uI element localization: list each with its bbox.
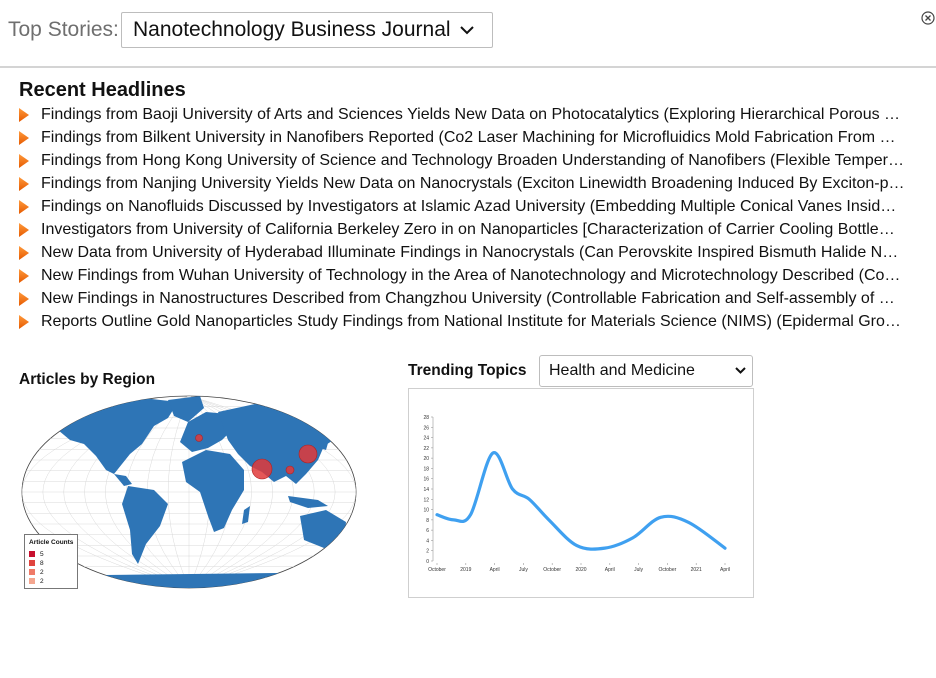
journal-select[interactable]	[121, 12, 493, 48]
x-tick-label: April	[489, 567, 500, 573]
y-tick-label: 28	[423, 415, 429, 421]
headline-link[interactable]: Findings from Nanjing University Yields New Data on Nanocrystals (Exciton Linewidth Broadening Induced By Exciton-p…	[41, 174, 905, 192]
y-tick-label: 0	[426, 559, 429, 565]
orange-arrow-icon	[18, 245, 30, 261]
headline-item[interactable]	[18, 172, 930, 195]
headline-item[interactable]	[18, 310, 930, 333]
y-tick-label: 10	[423, 507, 429, 514]
x-tick-label: October	[658, 567, 677, 573]
article-counts-legend	[24, 534, 78, 589]
headline-item[interactable]	[18, 218, 930, 241]
legend-entry	[29, 568, 44, 576]
headline-link[interactable]: Findings from Baoji University of Arts and Sciences Yields New Data on Photocatalytics (Exploring Hierarchical Porous …	[41, 105, 901, 123]
bubble-southeast-asia	[286, 466, 294, 474]
articles-by-region-title: Articles by Region	[19, 371, 156, 388]
headline-item[interactable]	[18, 287, 930, 310]
legend-swatch	[29, 551, 35, 557]
orange-arrow-icon	[18, 130, 30, 146]
headline-link[interactable]: Investigators from University of California Berkeley Zero in on Nanoparticles [Characterization of Carrier Cooling Bottle…	[41, 220, 895, 238]
headline-link[interactable]: Reports Outline Gold Nanoparticles Study Findings from National Institute for Materials Science (NIMS) (Epidermal Gro…	[41, 312, 901, 330]
legend-value: 5	[40, 550, 44, 558]
headline-link[interactable]: Findings on Nanofluids Discussed by Investigators at Islamic Azad University (Embedding Multiple Conical Vanes Insid…	[41, 197, 897, 215]
x-tick-label: 2019	[460, 567, 472, 573]
legend-swatch	[29, 578, 35, 584]
y-tick-label: 20	[423, 456, 429, 463]
x-tick-label: July	[518, 567, 528, 573]
legend-value: 8	[40, 559, 44, 567]
x-tick-label: 2021	[690, 567, 702, 573]
topic-select-value: Health and Medicine	[549, 362, 695, 379]
headline-list	[18, 103, 930, 333]
headline-item[interactable]	[18, 264, 930, 287]
legend-entry	[29, 559, 44, 567]
headline-link[interactable]: New Data from University of Hyderabad Illuminate Findings in Nanocrystals (Can Perovskite Inspired Bismuth Halide N…	[41, 243, 899, 261]
series-line	[437, 453, 725, 550]
legend-entry	[29, 550, 44, 558]
orange-arrow-icon	[18, 268, 30, 284]
orange-arrow-icon	[18, 176, 30, 192]
orange-arrow-icon	[18, 199, 30, 215]
chevron-down-icon	[735, 367, 746, 374]
orange-arrow-icon	[18, 107, 30, 123]
headline-item[interactable]	[18, 241, 930, 264]
trending-line-chart	[409, 389, 753, 597]
headline-item[interactable]	[18, 103, 930, 126]
trending-topics-title: Trending Topics	[408, 362, 527, 379]
y-tick-label: 8	[426, 517, 429, 524]
x-tick-label: April	[604, 567, 615, 573]
journal-select-value: Nanotechnology Business Journal	[133, 18, 451, 41]
headline-link[interactable]: Findings from Hong Kong University of Science and Technology Broaden Understanding of Nanofibers (Flexible Temper…	[41, 151, 904, 169]
top-stories-label: Top Stories:	[8, 18, 119, 41]
y-tick-label: 16	[423, 476, 429, 483]
y-tick-label: 2	[426, 548, 429, 555]
x-tick-label: April	[719, 567, 731, 573]
legend-title: Article Counts	[29, 539, 74, 546]
x-tick-label: 2020	[575, 567, 587, 573]
y-tick-label: 18	[423, 466, 429, 473]
x-tick-label: October	[428, 567, 446, 573]
bubble-india	[252, 459, 272, 479]
recent-headlines-title: Recent Headlines	[19, 79, 186, 101]
trending-chart-box	[408, 388, 754, 598]
x-tick-label: July	[634, 567, 644, 573]
legend-entry	[29, 577, 44, 585]
headline-item[interactable]	[18, 195, 930, 218]
orange-arrow-icon	[18, 314, 30, 330]
x-tick-label: October	[543, 567, 562, 573]
legend-swatch	[29, 560, 35, 566]
legend-swatch	[29, 569, 35, 575]
y-tick-label: 22	[423, 445, 429, 452]
chevron-down-icon	[460, 26, 474, 35]
y-tick-label: 6	[426, 528, 429, 535]
top-bar	[0, 0, 936, 68]
headline-link[interactable]: New Findings from Wuhan University of Technology in the Area of Nanotechnology and Microtechnology Described (Co…	[41, 266, 901, 284]
new-zealand-shape	[350, 542, 356, 556]
y-tick-label: 24	[423, 435, 429, 442]
headline-item[interactable]	[18, 126, 930, 149]
headline-item[interactable]	[18, 149, 930, 172]
orange-arrow-icon	[18, 153, 30, 169]
y-tick-label: 14	[423, 487, 429, 493]
headline-link[interactable]: New Findings in Nanostructures Described from Changzhou University (Controllable Fabrication and Self-assembly of …	[41, 289, 895, 307]
orange-arrow-icon	[18, 222, 30, 238]
bubble-east-asia	[299, 445, 317, 463]
topic-select[interactable]	[539, 355, 753, 387]
y-tick-label: 26	[423, 425, 429, 432]
bubble-europe	[196, 435, 203, 442]
y-tick-label: 12	[423, 497, 429, 504]
close-icon[interactable]	[921, 11, 935, 25]
legend-value: 2	[40, 577, 44, 585]
headline-link[interactable]: Findings from Bilkent University in Nanofibers Reported (Co2 Laser Machining for Microfluidics Mold Fabrication From …	[41, 128, 896, 146]
legend-value: 2	[40, 568, 44, 576]
orange-arrow-icon	[18, 291, 30, 307]
y-tick-label: 4	[426, 538, 429, 545]
